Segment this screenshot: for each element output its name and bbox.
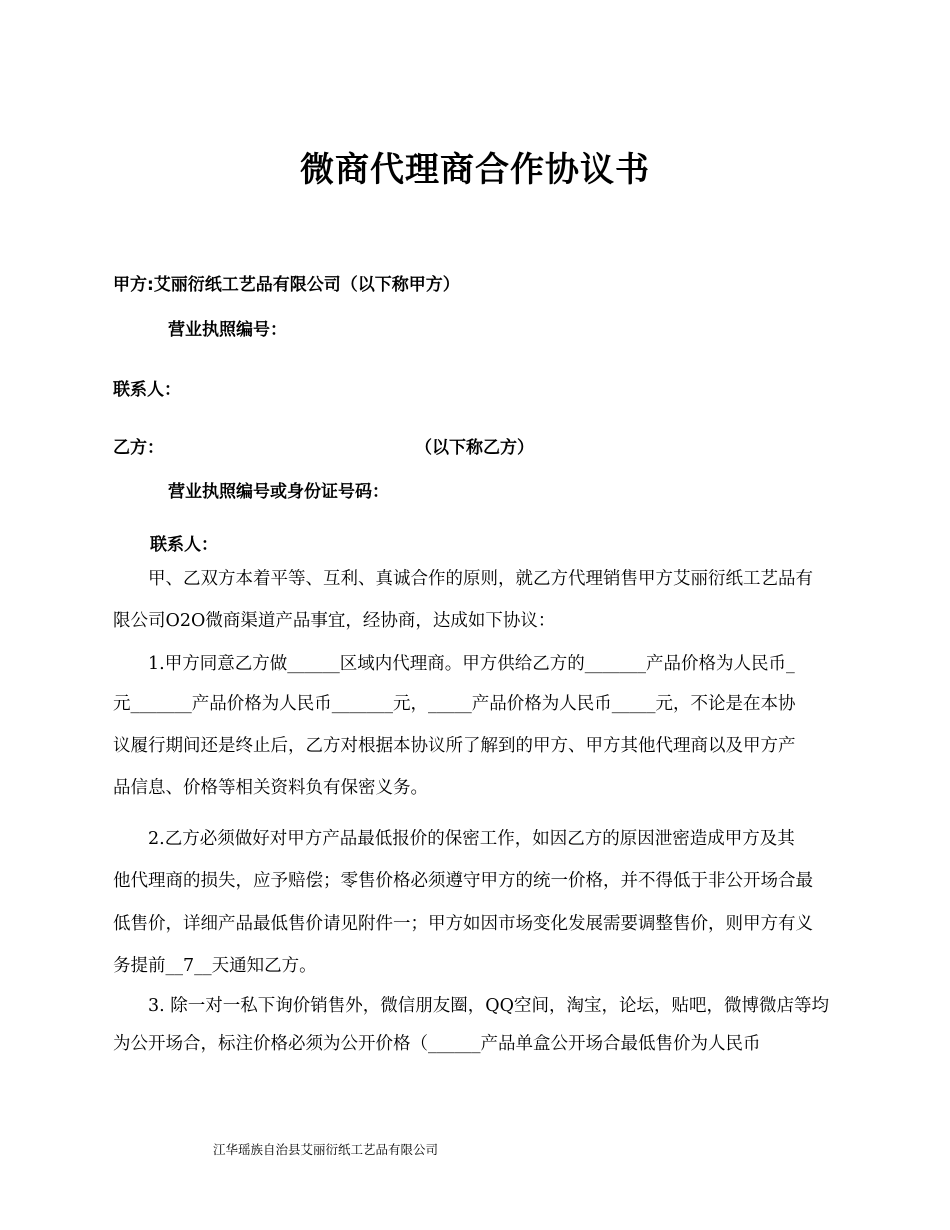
party-a-line: 甲方:艾丽衍纸工艺品有限公司（以下称甲方） bbox=[113, 275, 460, 295]
party-a-contact-label: 联系人： bbox=[113, 380, 181, 400]
paragraph-line: 2.乙方必须做好对甲方产品最低报价的保密工作，如因乙方的原因泄密造成甲方及其 bbox=[113, 829, 795, 849]
party-a-license-label: 营业执照编号： bbox=[168, 320, 287, 340]
party-b-contact-label: 联系人： bbox=[150, 535, 218, 555]
party-b-license-label: 营业执照编号或身份证号码： bbox=[168, 482, 389, 502]
paragraph-line: 务提前__7__天通知乙方。 bbox=[113, 956, 317, 976]
footer-company: 江华瑶族自治县艾丽衍纸工艺品有限公司 bbox=[213, 1142, 439, 1157]
paragraph-line: 1.甲方同意乙方做______区域内代理商。甲方供给乙方的_______产品价格为人民币_ bbox=[113, 654, 795, 674]
paragraph-line: 品信息、价格等相关资料负有保密义务。 bbox=[113, 778, 428, 798]
paragraph-line: 元_______产品价格为人民币_______元，_____产品价格为人民币_____元，不论是在本协 bbox=[113, 694, 796, 714]
paragraph-line: 3. 除一对一私下询价销售外，微信朋友圈，QQ空间，淘宝，论坛，贴吧，微博微店等均 bbox=[113, 996, 829, 1016]
paragraph-line: 低售价，详细产品最低售价请见附件一；甲方如因市场变化发展需要调整售价，则甲方有义 bbox=[113, 914, 813, 934]
paragraph-line: 议履行期间还是终止后，乙方对根据本协议所了解到的甲方、甲方其他代理商以及甲方产 bbox=[113, 736, 796, 756]
paragraph-line: 为公开场合，标注价格必须为公开价格（______产品单盒公开场合最低售价为人民币 bbox=[113, 1034, 761, 1054]
party-b-label: 乙方： bbox=[113, 438, 164, 458]
paragraph-line: 限公司O2O微商渠道产品事宜，经协商，达成如下协议： bbox=[113, 611, 556, 631]
party-b-suffix: （以下称乙方） bbox=[415, 438, 534, 458]
paragraph-line: 他代理商的损失，应予赔偿；零售价格必须遵守甲方的统一价格，并不得低于非公开场合最 bbox=[113, 871, 813, 891]
paragraph-line: 甲、乙双方本着平等、互利、真诚合作的原则，就乙方代理销售甲方艾丽衍纸工艺品有 bbox=[113, 569, 813, 589]
document-title: 微商代理商合作协议书 bbox=[300, 150, 650, 190]
